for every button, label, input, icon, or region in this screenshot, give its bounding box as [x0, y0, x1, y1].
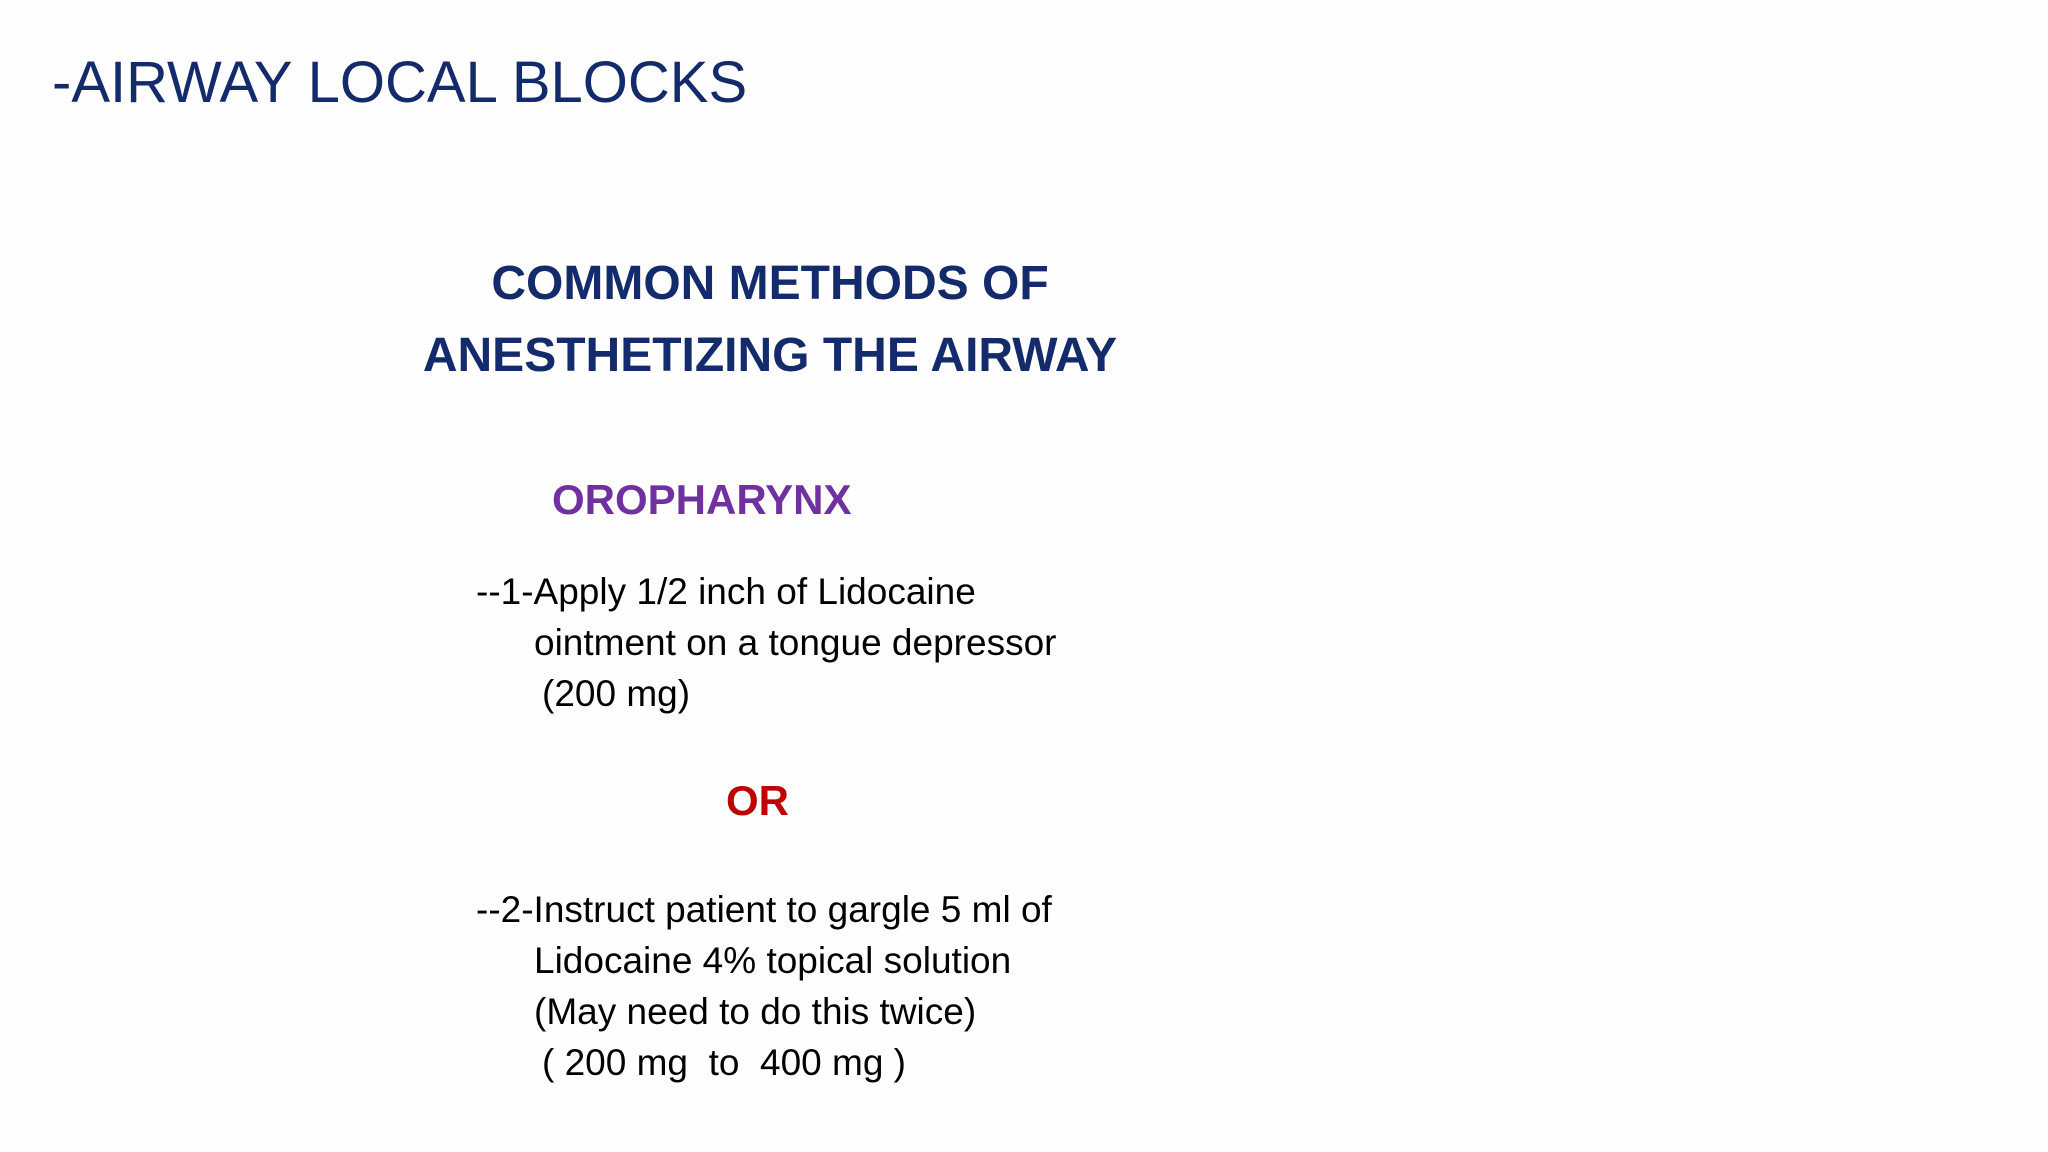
heading-line-1: COMMON METHODS OF	[491, 257, 1049, 310]
step-2-line-1: --2-Instruct patient to gargle 5 ml of	[476, 889, 1052, 930]
step-1-line-1: --1-Apply 1/2 inch of Lidocaine	[476, 571, 976, 612]
or-separator-label: OR	[726, 777, 789, 824]
step-1-line-2: ointment on a tongue depressor	[534, 622, 1057, 663]
step-2-text-block	[476, 884, 1052, 1088]
slide-heading	[380, 248, 1160, 392]
step-2-line-2: Lidocaine 4% topical solution	[534, 940, 1012, 981]
slide-header-title: -AIRWAY LOCAL BLOCKS	[52, 50, 748, 115]
step-1-text-block	[476, 566, 1056, 719]
step-2-line-4: ( 200 mg to 400 mg )	[542, 1042, 907, 1083]
section-label-oropharynx: OROPHARYNX	[552, 476, 852, 523]
heading-line-2: ANESTHETIZING THE AIRWAY	[422, 329, 1118, 382]
step-1-line-3: (200 mg)	[542, 673, 691, 714]
step-2-line-3: (May need to do this twice)	[534, 991, 977, 1032]
